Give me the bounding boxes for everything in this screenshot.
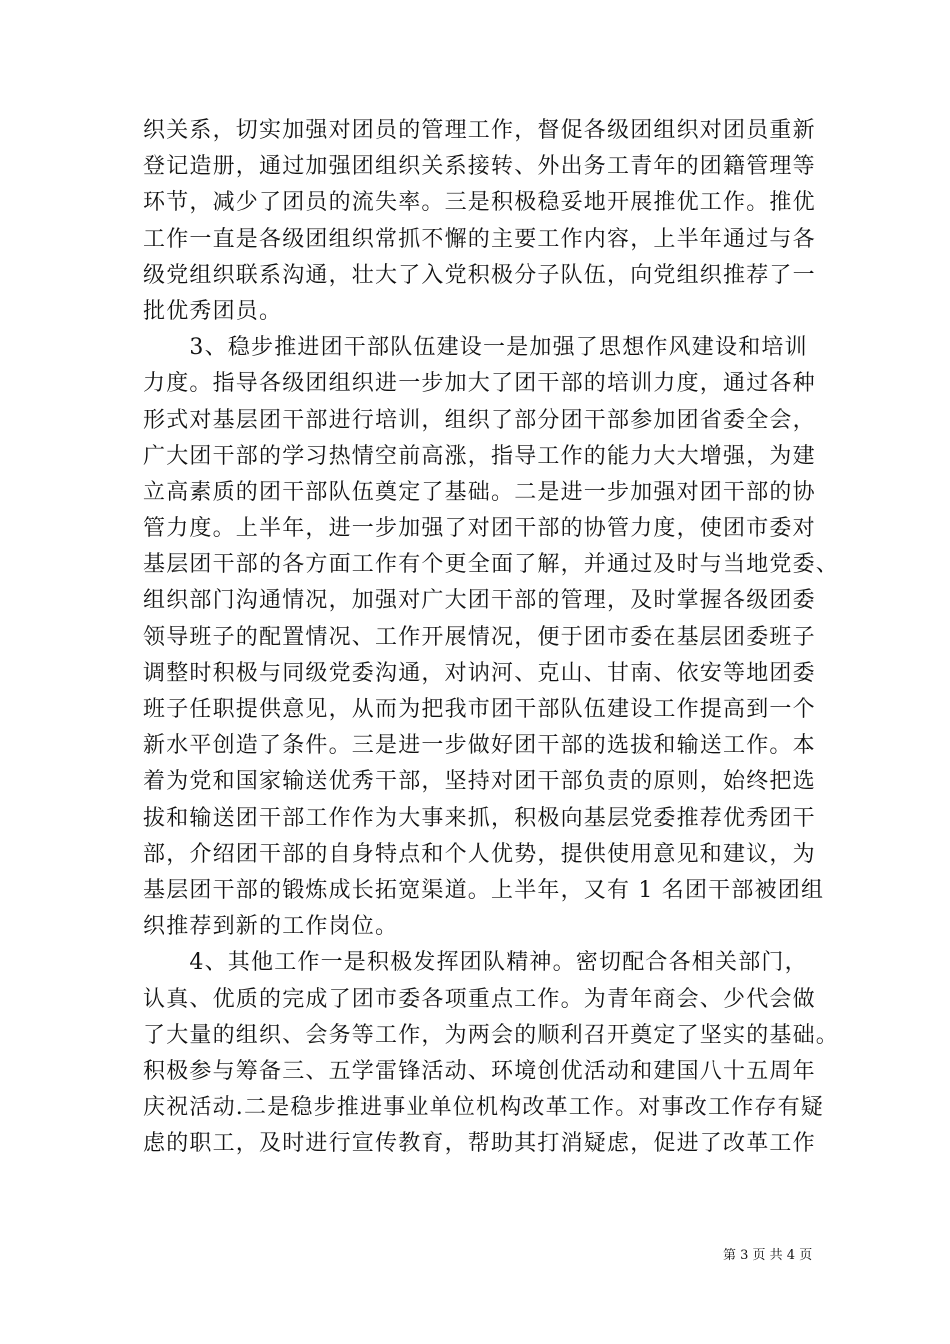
text-line: 管力度。上半年，进一步加强了对团干部的协管力度，使团市委对 (143, 516, 816, 542)
body-text (143, 113, 840, 1162)
text-line: 4、其他工作一是积极发挥团队精神。密切配合各相关部门， (143, 950, 808, 976)
text-line: 力度。指导各级团组织进一步加大了团干部的培训力度，通过各种 (143, 371, 816, 397)
text-line: 基层团干部的各方面工作有个更全面了解，并通过及时与当地党委、 (143, 552, 840, 578)
text-line: 部，介绍团干部的自身特点和个人优势，提供使用意见和建议，为 (143, 841, 816, 867)
text-line: 织关系，切实加强对团员的管理工作，督促各级团组织对团员重新 (143, 118, 816, 143)
page-number-footer: 第 3 页 共 4 页 (723, 1248, 813, 1263)
text-line: 着为党和国家输送优秀干部，坚持对团干部负责的原则，始终把选 (143, 769, 816, 795)
text-line: 认真、优质的完成了团市委各项重点工作。为青年商会、少代会做 (143, 986, 816, 1012)
text-line: 拔和输送团干部工作作为大事来抓，积极向基层党委推荐优秀团干 (143, 805, 816, 831)
text-line: 广大团干部的学习热情空前高涨，指导工作的能力大大增强，为建 (143, 443, 816, 469)
text-line: 庆祝活动.二是稳步推进事业单位机构改革工作。对事改工作存有疑 (143, 1095, 824, 1121)
text-line: 工作一直是各级团组织常抓不懈的主要工作内容，上半年通过与各 (143, 226, 816, 252)
text-line: 3、稳步推进团干部队伍建设一是加强了思想作风建设和培训 (143, 335, 808, 361)
text-line: 组织部门沟通情况，加强对广大团干部的管理，及时掌握各级团委 (143, 588, 816, 614)
text-line: 积极参与筹备三、五学雷锋活动、环境创优活动和建国八十五周年 (143, 1058, 816, 1084)
text-line: 了大量的组织、会务等工作，为两会的顺利召开奠定了坚实的基础。 (143, 1022, 840, 1048)
text-line: 新水平创造了条件。三是进一步做好团干部的选拔和输送工作。本 (143, 733, 816, 759)
text-line: 班子任职提供意见，从而为把我市团干部队伍建设工作提高到一个 (143, 697, 816, 722)
text-line: 登记造册，通过加强团组织关系接转、外出务工青年的团籍管理等 (143, 154, 816, 180)
text-line: 虑的职工，及时进行宣传教育，帮助其打消疑虑，促进了改革工作 (143, 1131, 816, 1157)
text-line: 领导班子的配置情况、工作开展情况，便于团市委在基层团委班子 (143, 624, 816, 650)
text-line: 织推荐到新的工作岗位。 (143, 914, 399, 940)
text-line: 级党组织联系沟通，壮大了入党积极分子队伍，向党组织推荐了一 (143, 262, 816, 288)
text-line: 基层团干部的锻炼成长拓宽渠道。上半年，又有 1 名团干部被团组 (143, 877, 825, 903)
text-line: 立高素质的团干部队伍奠定了基础。二是进一步加强对团干部的协 (143, 479, 816, 505)
text-line: 批优秀团员。 (143, 298, 283, 324)
text-line: 形式对基层团干部进行培训，组织了部分团干部参加团省委全会， (143, 407, 816, 433)
text-line: 调整时积极与同级党委沟通，对讷河、克山、甘南、依安等地团委 (143, 660, 816, 686)
text-line: 环节，减少了团员的流失率。三是积极稳妥地开展推优工作。推优 (143, 190, 816, 216)
